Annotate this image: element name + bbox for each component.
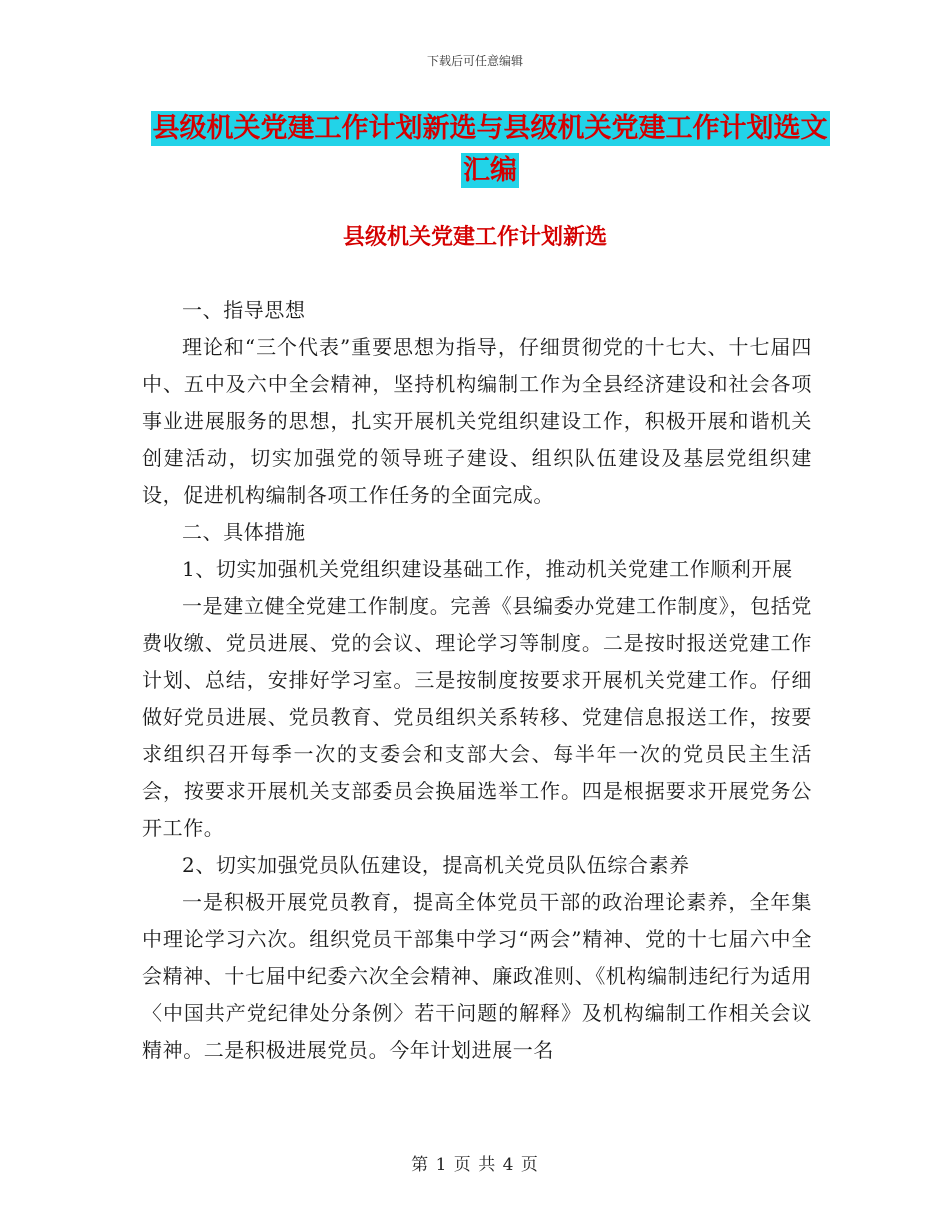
section-title: 县级机关党建工作计划新选	[342, 225, 607, 250]
document-body	[142, 292, 812, 1069]
page-header-note: 下载后可任意编辑	[426, 54, 523, 68]
paragraph-measure-1: 一是建立健全党建工作制度。完善《县编委办党建工作制度》，包括党费收缴、党员进展、党的会议、理论学习等制度。二是按时报送党建工作计划、总结，安排好学习室。三是按制度按要求开展机关党建工作。仔细做好党员进展、党员教育、党员组织关系转移、党建信息报送工作，按要求组织召开每季一次的支委会和支部大会、每半年一次的党员民主生活会，按要求开展机关支部委员会换届选举工作。四是根据要求开展党务公开工作。	[142, 594, 812, 840]
paragraph-measure-2: 一是积极开展党员教育，提高全体党员干部的政治理论素养，全年集中理论学习六次。组织党员干部集中学习“两会”精神、党的十七届六中全会精神、十七届中纪委六次全会精神、廉政准则、《机构编制违纪行为适用〈中国共产党纪律处分条例〉若干问题的解释》及机构编制工作相关会议精神。二是积极进展党员。今年计划进展一名	[142, 890, 812, 1062]
subheading-measure-1: 1、切实加强机关党组织建设基础工作，推动机关党建工作顺利开展	[182, 557, 793, 581]
document-title-text: 县级机关党建工作计划新选与县级机关党建工作计划选文汇编	[152, 113, 828, 186]
page-number: 第 1 页 共 4 页	[411, 1155, 539, 1175]
paragraph-guiding-thought: 理论和“三个代表”重要思想为指导，仔细贯彻党的十七大、十七届四中、五中及六中全会精神，坚持机构编制工作为全县经济建设和社会各项事业进展服务的思想，扎实开展机关党组织建设工作，积极开展和谐机关创建活动，切实加强党的领导班子建设、组织队伍建设及基层党组织建设，促进机构编制各项工作任务的全面完成。	[142, 335, 812, 507]
heading-guiding-thought: 一、指导思想	[182, 298, 306, 322]
subheading-measure-2: 2、切实加强党员队伍建设，提高机关党员队伍综合素养	[182, 853, 690, 877]
document-title	[150, 108, 830, 192]
heading-specific-measures: 二、具体措施	[182, 520, 306, 544]
